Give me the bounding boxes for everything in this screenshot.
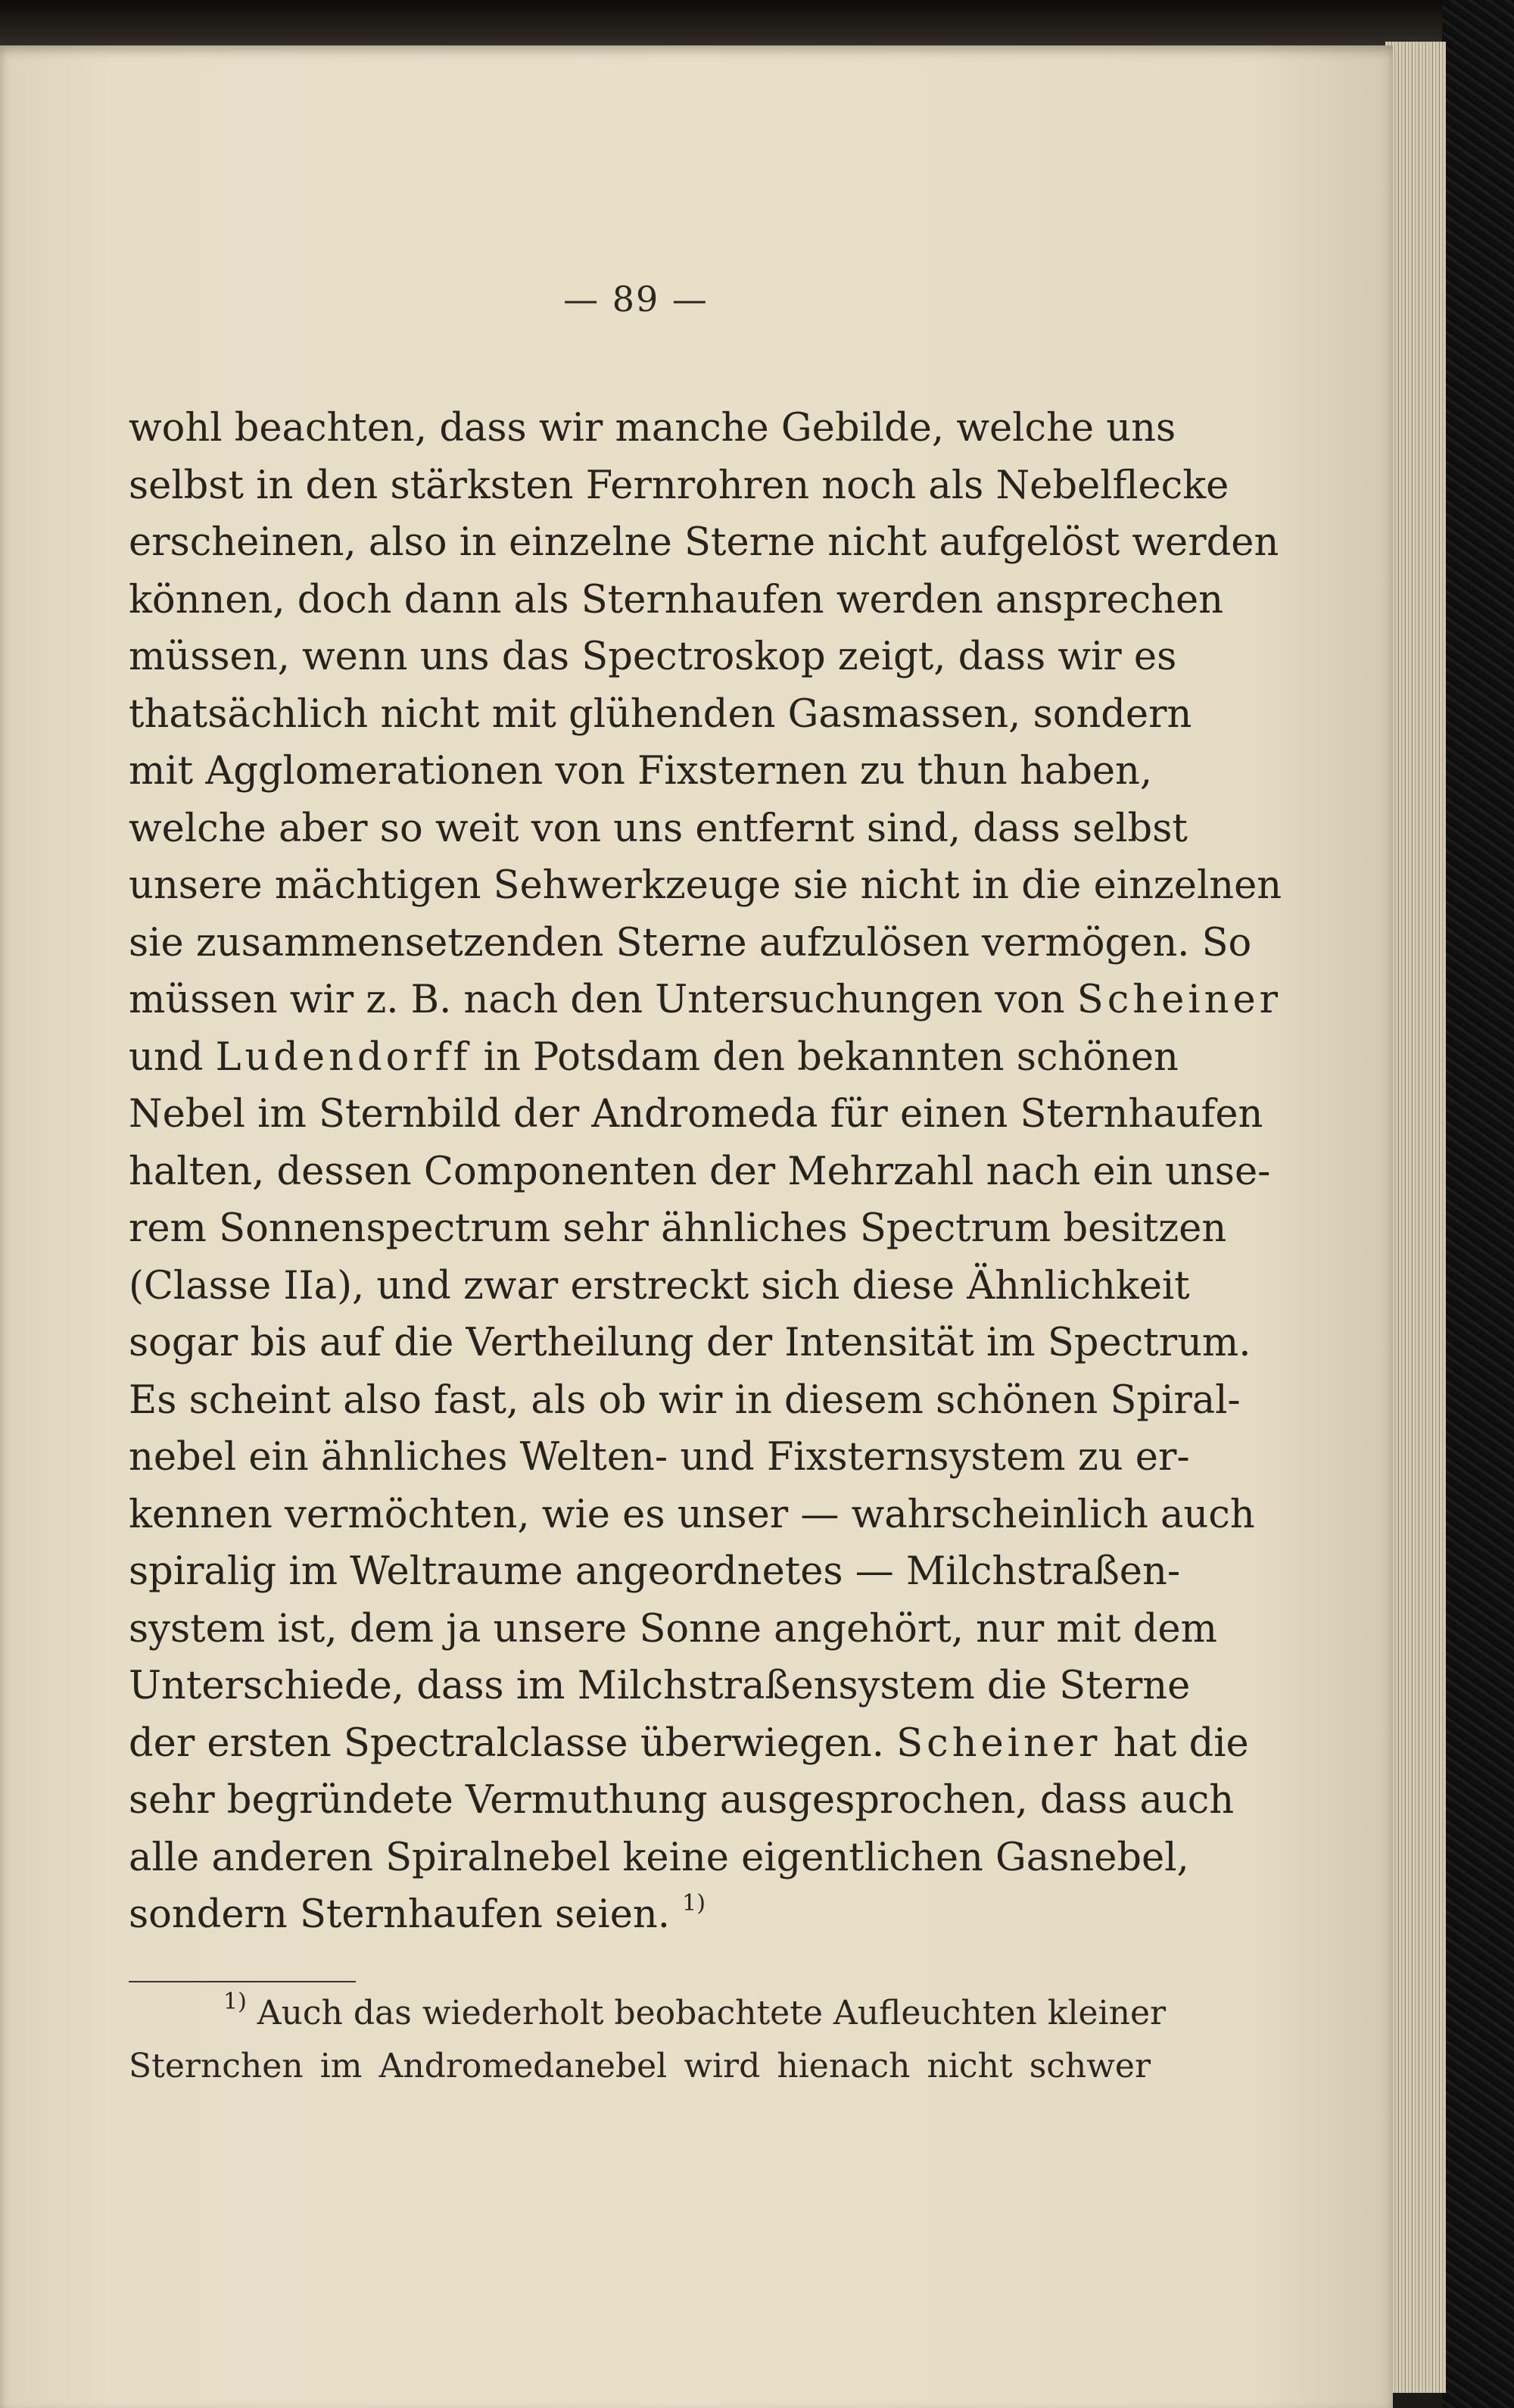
text-line: unsere mächtigen Sehwerkzeuge sie nicht in die einzelnen xyxy=(129,863,1282,908)
text-segment: hat die xyxy=(1113,1720,1249,1766)
footnote-marker: 1) xyxy=(223,1988,247,2016)
text-line: Es scheint also fast, als ob wir in diesem schönen Spiral- xyxy=(129,1377,1241,1423)
text-line: Unterschiede, dass im Milchstraßensystem die Sterne xyxy=(129,1664,1191,1708)
text-line: kennen vermöchten, wie es unser — wahrscheinlich auch xyxy=(129,1492,1255,1537)
book-page xyxy=(0,45,1393,2408)
text-segment: der ersten Spectralclasse überwiegen. xyxy=(129,1720,884,1766)
text-line: spiralig im Weltraume angeordnetes — Milchstraßen- xyxy=(129,1549,1181,1594)
text-line: erscheinen, also in einzelne Sterne nicht aufgelöst werden xyxy=(129,520,1279,565)
text-line xyxy=(129,972,1282,1029)
author-name-ludendorff: Ludendorff xyxy=(215,1034,472,1080)
text-line: können, doch dann als Sternhaufen werden ansprechen xyxy=(129,577,1224,622)
text-line xyxy=(129,1029,1179,1087)
text-line: sogar bis auf die Vertheilung der Intensität im Spectrum. xyxy=(129,1321,1251,1365)
text-line: halten, dessen Componenten der Mehrzahl nach ein unse- xyxy=(129,1149,1271,1194)
text-segment: sondern Sternhaufen seien. xyxy=(129,1892,670,1937)
book-cover-edge xyxy=(1442,0,1514,2408)
text-line: alle anderen Spiralnebel keine eigentlichen Gasnebel, xyxy=(129,1835,1189,1880)
text-segment: Auch das wiederholt beobachtete Aufleuchten kleiner xyxy=(257,1994,1167,2032)
text-line: sie zusammensetzenden Sterne aufzulösen vermögen. So xyxy=(129,920,1252,965)
text-line: wohl beachten, dass wir manche Gebilde, welche uns xyxy=(129,406,1176,451)
text-segment: und xyxy=(129,1034,204,1080)
footnote-divider xyxy=(129,1981,356,1982)
text-line xyxy=(129,1715,1249,1773)
text-line: nebel ein ähnliches Welten- und Fixsternsystem zu er- xyxy=(129,1435,1190,1480)
text-line xyxy=(129,1886,1151,1944)
author-name-scheiner: Scheiner xyxy=(1076,978,1282,1022)
text-line: müssen, wenn uns das Spectroskop zeigt, dass wir es xyxy=(129,635,1177,679)
text-segment: müssen wir z. B. nach den Untersuchungen von xyxy=(129,978,1065,1022)
text-segment: in Potsdam den bekannten schönen xyxy=(483,1034,1179,1080)
text-line: Nebel im Sternbild der Andromeda für einen Sternhaufen xyxy=(129,1092,1263,1137)
author-name-scheiner-2: Scheiner xyxy=(896,1720,1101,1766)
text-line: system ist, dem ja unsere Sonne angehört, nur mit dem xyxy=(129,1606,1217,1652)
footnote-line xyxy=(129,1987,1167,2040)
body-text xyxy=(129,400,1282,1944)
footnote-line: Sternchen im Andromedanebel wird hienach nicht schwer xyxy=(129,2047,1151,2085)
footnote xyxy=(129,1987,1167,2093)
footnote-reference: 1) xyxy=(682,1890,706,1917)
text-line: rem Sonnenspectrum sehr ähnliches Spectrum besitzen xyxy=(129,1206,1227,1251)
page-number: — 89 — xyxy=(563,279,709,320)
text-line: (Classe IIa), und zwar erstreckt sich diese Ähnlichkeit xyxy=(129,1263,1190,1308)
text-line: mit Agglomerationen von Fixsternen zu thun haben, xyxy=(129,749,1153,794)
text-line: thatsächlich nicht mit glühenden Gasmassen, sondern xyxy=(129,691,1192,737)
text-line: welche aber so weit von uns entfernt sind, dass selbst xyxy=(129,806,1188,851)
stacked-page-edges xyxy=(1385,42,1446,2393)
text-line: selbst in den stärksten Fernrohren noch als Nebelflecke xyxy=(129,463,1229,508)
text-line: sehr begründete Vermuthung ausgesprochen, dass auch xyxy=(129,1778,1235,1823)
